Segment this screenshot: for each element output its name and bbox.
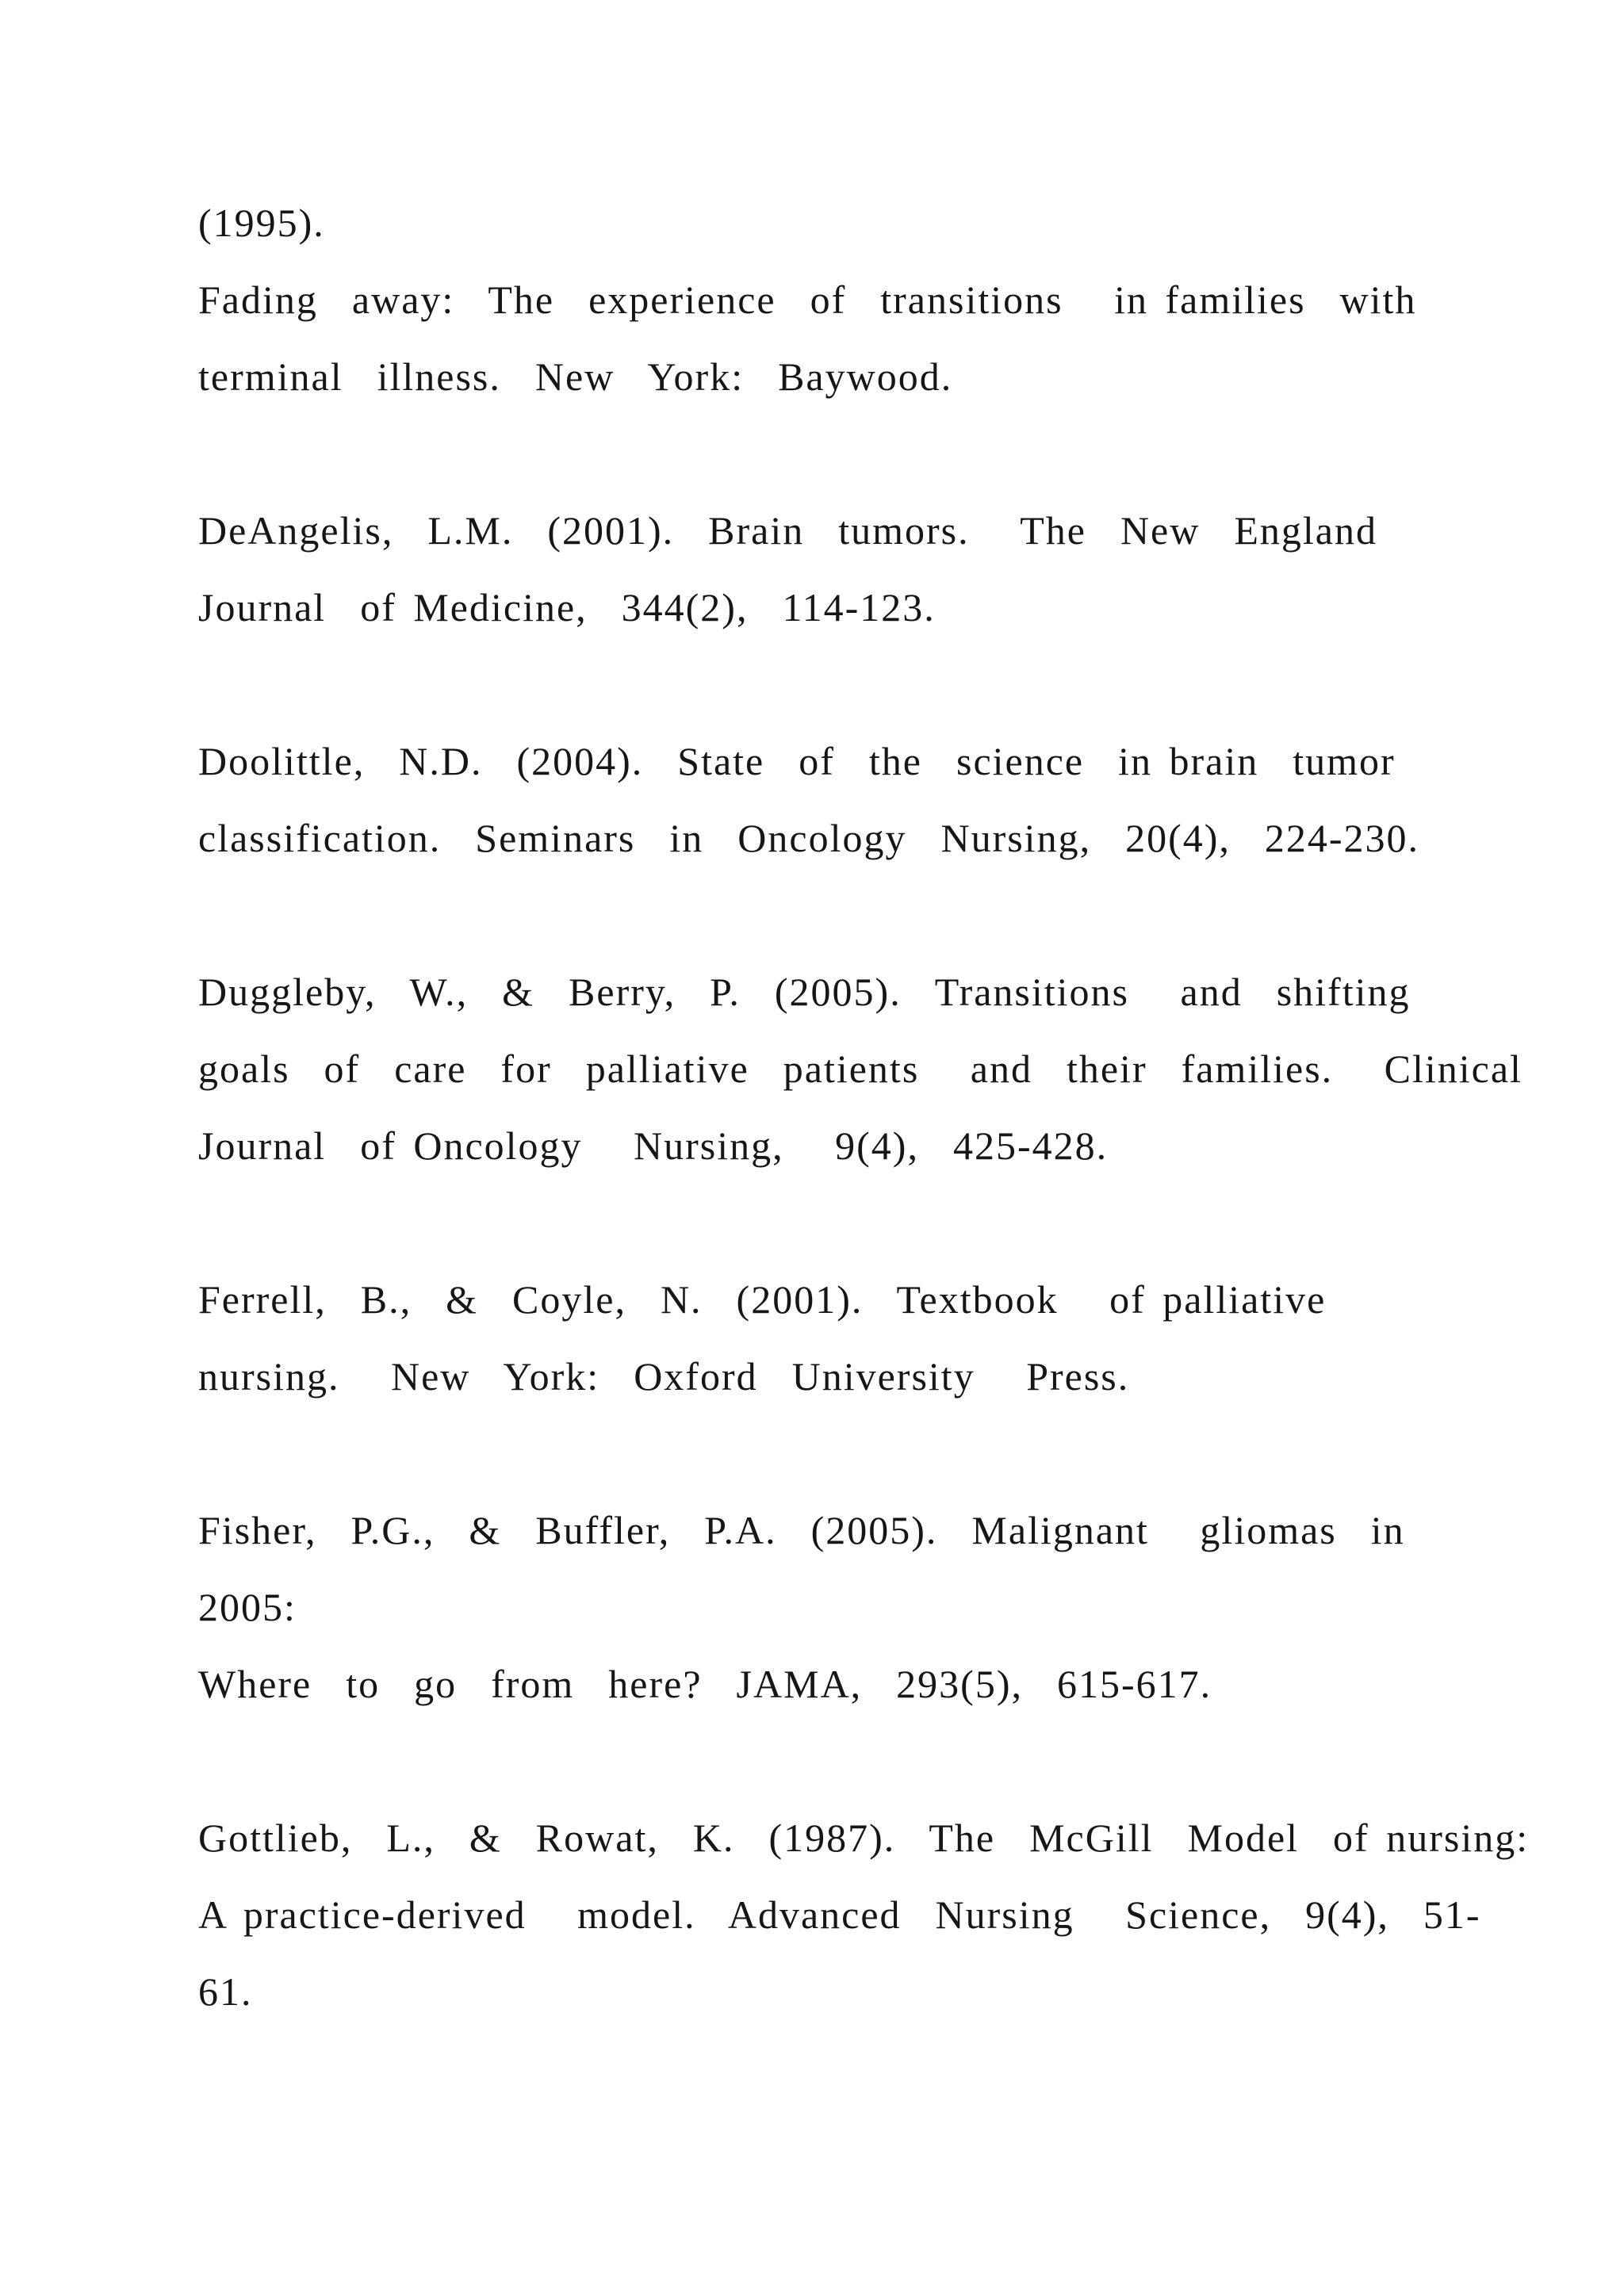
reference-line: Duggleby, W., & Berry, P. (2005). Transitions and shifting — [198, 970, 1411, 1014]
reference-line: (1995). — [198, 201, 325, 245]
reference-line: goals of care for palliative patients and their families. Clinical — [198, 1047, 1522, 1091]
reference-line: Where to go from here? JAMA, 293(5), 615-617. — [198, 1662, 1212, 1706]
reference-line: 2005: — [198, 1585, 297, 1629]
reference-line: Gottlieb, L., & Rowat, K. (1987). The McGill Model of nursing: — [198, 1816, 1530, 1860]
reference-line: Fisher, P.G., & Buffler, P.A. (2005). Malignant gliomas in — [198, 1508, 1405, 1552]
reference-line: classification. Seminars in Oncology Nursing, 20(4), 224-230. — [198, 816, 1420, 860]
reference-line: Fading away: The experience of transitions in families with — [198, 277, 1417, 322]
reference-line: nursing. New York: Oxford University Press. — [198, 1354, 1130, 1399]
reference-line: DeAngelis, L.M. (2001). Brain tumors. The New England — [198, 508, 1377, 553]
reference-line: Journal of Medicine, 344(2), 114-123. — [198, 585, 936, 629]
reference-line: Doolittle, N.D. (2004). State of the science in brain tumor — [198, 739, 1396, 783]
reference-line: 61. — [198, 1969, 253, 2014]
reference-line: Journal of Oncology Nursing, 9(4), 425-428. — [198, 1123, 1109, 1168]
reference-line: terminal illness. New York: Baywood. — [198, 354, 953, 399]
reference-line: Ferrell, B., & Coyle, N. (2001). Textbook of palliative — [198, 1277, 1327, 1322]
reference-line: A practice-derived model. Advanced Nursing Science, 9(4), 51- — [198, 1892, 1481, 1937]
